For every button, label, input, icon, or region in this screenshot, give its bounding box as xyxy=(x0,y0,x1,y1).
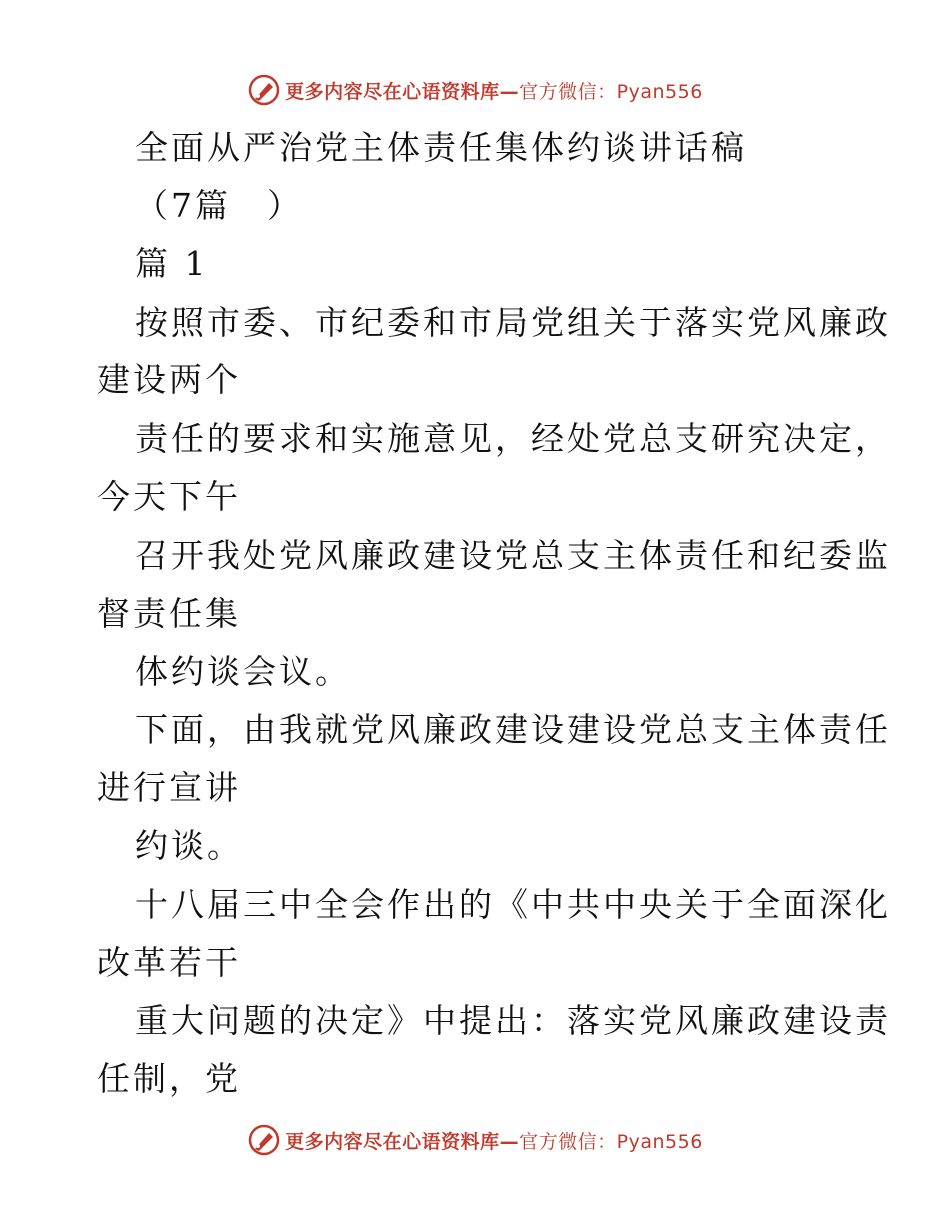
paragraph-line: 按照市委、市纪委和市局党组关于落实党风廉政 xyxy=(135,303,891,342)
paragraph-line: 今天下午 xyxy=(97,477,241,516)
paragraph-line: 重大问题的决定》中提出：落实党风廉政建设责 xyxy=(135,1001,891,1040)
paragraph-line: 十八届三中全会作出的《中共中央关于全面深化 xyxy=(135,885,891,924)
paragraph-line: 进行宣讲 xyxy=(97,768,241,807)
paragraph-line: 任制，党 xyxy=(97,1059,241,1098)
paragraph-line: 督责任集 xyxy=(97,594,241,633)
footer-watermark xyxy=(0,1120,950,1160)
watermark-text: 更多内容尽在心语资料库—官方微信：Pyan556 xyxy=(285,1130,703,1153)
paragraph-line: 责任的要求和实施意见，经处党总支研究决定， xyxy=(135,419,891,458)
document-title: 全面从严治党主体责任集体约谈讲话稿 xyxy=(135,128,747,167)
paragraph-line: 改革若干 xyxy=(97,943,241,982)
pen-nib-logo-icon xyxy=(247,73,281,107)
pen-nib-logo-icon xyxy=(247,1123,281,1157)
paragraph-line: 召开我处党风廉政建设党总支主体责任和纪委监 xyxy=(135,536,891,575)
document-title-count: （7篇 ） xyxy=(135,186,303,225)
section-heading: 篇 1 xyxy=(135,244,209,283)
watermark-text: 更多内容尽在心语资料库—官方微信：Pyan556 xyxy=(285,80,703,103)
paragraph-line: 约谈。 xyxy=(135,826,243,865)
paragraph-line: 体约谈会议。 xyxy=(135,652,351,691)
header-watermark xyxy=(0,70,950,110)
paragraph-line: 下面，由我就党风廉政建设建设党总支主体责任 xyxy=(135,710,891,749)
paragraph-line: 建设两个 xyxy=(97,360,241,399)
